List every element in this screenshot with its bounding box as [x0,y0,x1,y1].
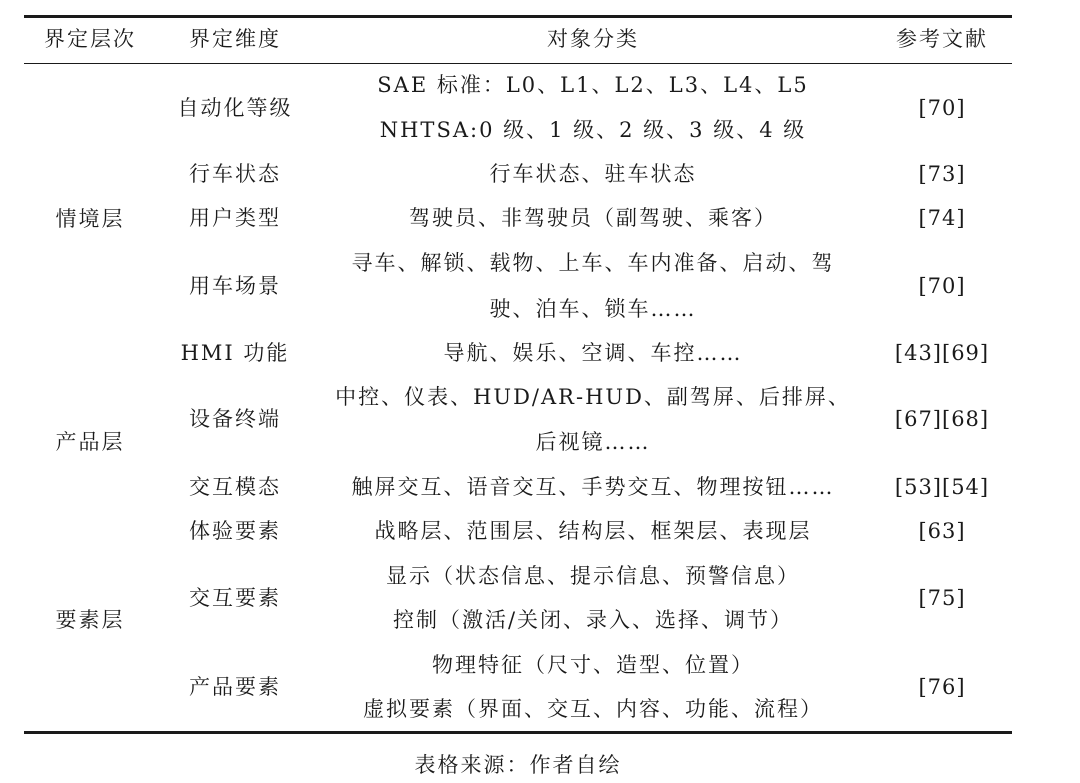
reference-cell: [53][54] [894,475,990,499]
dimension-interaction-element: 交互要素 [189,586,281,610]
classification-line: 行车状态、驻车状态 [489,162,697,186]
classification-line: 导航、娱乐、空调、车控…… [443,341,743,365]
reference-cell: [76] [918,675,966,699]
classification-line: 战略层、范围层、结构层、框架层、表现层 [374,519,812,543]
header-classification: 对象分类 [547,27,639,51]
dimension-automation-level: 自动化等级 [177,96,293,120]
table-top-rule [24,15,1012,18]
header-reference: 参考文献 [896,27,988,51]
classification-line: 触屏交互、语音交互、手势交互、物理按钮…… [351,475,835,499]
classification-line: 中控、仪表、HUD/AR-HUD、副驾屏、后排屏、 [335,385,851,409]
classification-line: 虚拟要素（界面、交互、内容、功能、流程） [363,697,823,721]
classification-line: 后视镜…… [535,430,651,454]
group-label-product: 产品层 [55,430,125,454]
classification-line: 控制（激活/关闭、录入、选择、调节） [392,608,794,632]
dimension-experience-element: 体验要素 [189,519,281,543]
reference-cell: [70] [918,274,966,298]
classification-line: 物理特征（尺寸、造型、位置） [432,653,754,677]
header-dimension: 界定维度 [189,27,281,51]
classification-line: 显示（状态信息、提示信息、预警信息） [386,564,800,588]
group-label-element: 要素层 [55,608,125,632]
reference-cell: [74] [918,206,966,230]
reference-cell: [43][69] [894,341,990,365]
reference-cell: [73] [918,162,966,186]
reference-cell: [70] [918,96,966,120]
dimension-hmi-function: HMI 功能 [180,341,290,365]
dimension-interaction-modality: 交互模态 [189,475,281,499]
reference-cell: [63] [918,519,966,543]
classification-line: NHTSA:0 级、1 级、2 级、3 级、4 级 [379,118,807,142]
reference-cell: [67][68] [894,407,990,431]
header-level: 界定层次 [44,27,136,51]
table-bottom-rule [24,731,1012,734]
classification-line: SAE 标准：L0、L1、L2、L3、L4、L5 [377,73,809,97]
dimension-user-type: 用户类型 [189,206,281,230]
classification-line: 驾驶员、非驾驶员（副驾驶、乘客） [409,206,777,230]
dimension-device-terminal: 设备终端 [189,407,281,431]
classification-line: 驶、泊车、锁车…… [489,297,697,321]
classification-line: 寻车、解锁、载物、上车、车内准备、启动、驾 [351,251,835,275]
dimension-driving-state: 行车状态 [189,162,281,186]
reference-cell: [75] [918,586,966,610]
table-caption: 表格来源：作者自绘 [414,753,622,777]
table-header-rule [24,63,1012,64]
dimension-usage-scenario: 用车场景 [189,274,281,298]
dimension-product-element: 产品要素 [189,675,281,699]
group-label-context: 情境层 [55,207,125,231]
